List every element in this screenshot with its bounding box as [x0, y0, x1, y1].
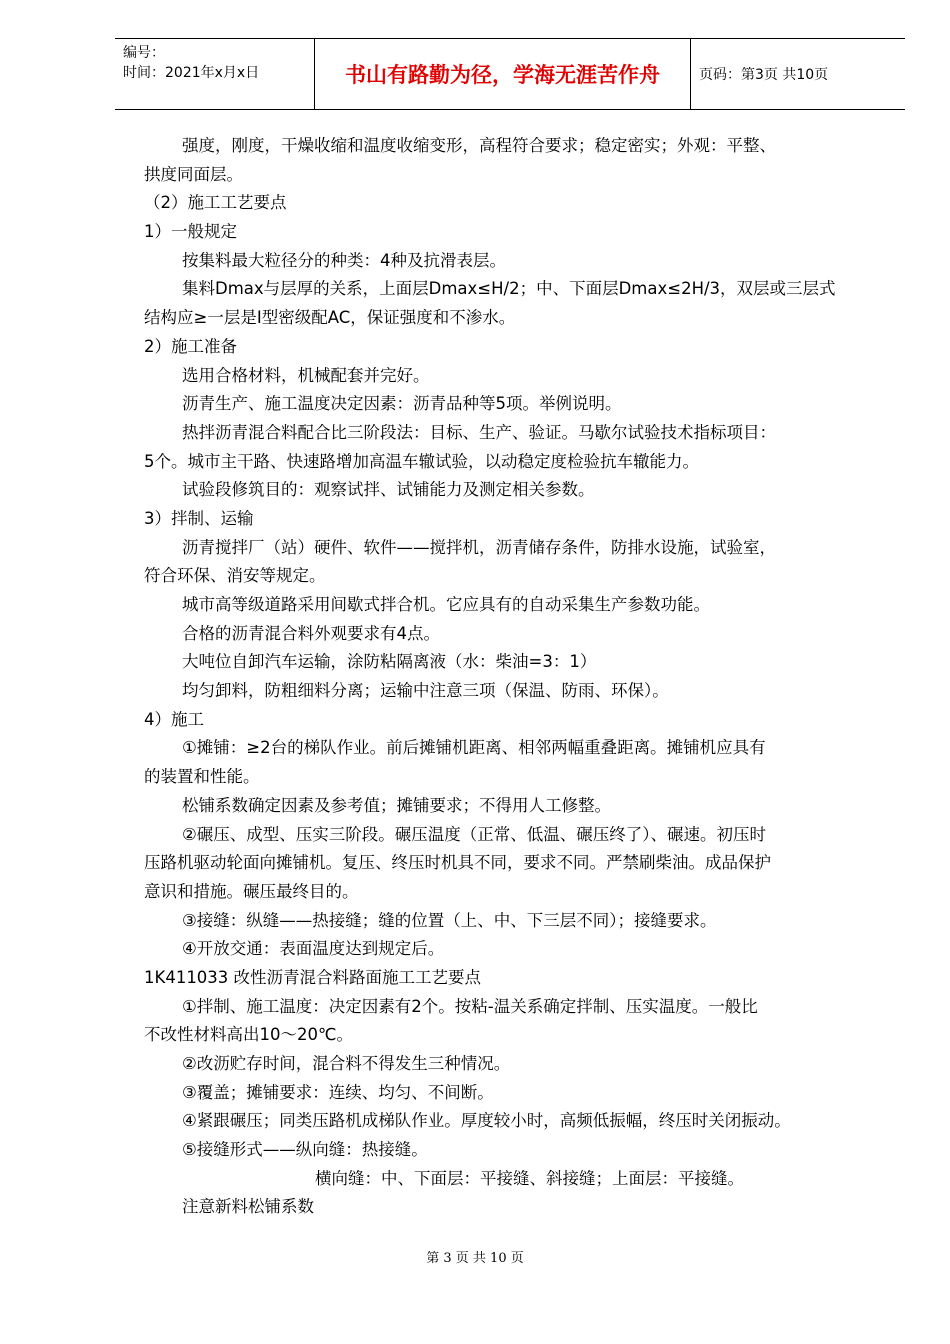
header-meta: [115, 39, 315, 109]
body-line: 5个。城市主干路、快速路增加高温车辙试验，以动稳定度检验抗车辙能力。: [144, 451, 699, 471]
body-line: 符合环保、消安等规定。: [144, 566, 326, 586]
body-line: 试验段修筑目的：观察试拌、试铺能力及测定相关参数。: [182, 480, 595, 500]
body-line: 结构应≥一层是I型密级配AC，保证强度和不渗水。: [144, 308, 516, 328]
document-number: 编号：: [123, 45, 165, 61]
body-line: 拱度同面层。: [144, 164, 243, 184]
body-line: ①摊铺：≥2台的梯队作业。前后摊铺机距离、相邻两幅重叠距离。摊铺机应具有: [182, 738, 766, 758]
body-line: ①拌制、施工温度：决定因素有2个。按粘-温关系确定拌制、压实温度。一般比: [182, 996, 758, 1016]
body-line: ②改沥贮存时间，混合料不得发生三种情况。: [182, 1054, 511, 1073]
body-line: 均匀卸料，防粗细料分离；运输中注意三项（保温、防雨、环保）。: [182, 681, 669, 701]
document-body: [144, 132, 892, 1222]
body-line: 沥青搅拌厂（站）硬件、软件——搅拌机，沥青储存条件，防排水设施，试验室，: [182, 537, 776, 557]
body-line: 横向缝：中、下面层：平接缝、斜接缝；上面层：平接缝。: [315, 1168, 744, 1188]
body-line: 强度，刚度，干燥收缩和温度收缩变形，高程符合要求；稳定密实；外观：平整、: [182, 136, 776, 155]
body-line: ②碾压、成型、压实三阶段。碾压温度（正常、低温、碾压终了）、碾速。初压时: [182, 824, 767, 844]
body-line: 松铺系数确定因素及参考值；摊铺要求；不得用人工修整。: [182, 795, 611, 815]
body-line: 城市高等级道路采用间歇式拌合机。它应具有的自动采集生产参数功能。: [182, 595, 710, 614]
body-line: 选用合格材料，机械配套并完好。: [182, 365, 430, 385]
page-footer: 第 3 页 共 10 页: [426, 1251, 524, 1266]
document-time: 时间：2021年x月x日: [123, 65, 260, 81]
body-line: 注意新料松铺系数: [182, 1197, 314, 1217]
body-line: 热拌沥青混合料配合比三阶段法：目标、生产、验证。马歇尔试验技术指标项目：: [182, 422, 776, 442]
body-line: 集料Dmax与层厚的关系，上面层Dmax≤H/2；中、下面层Dmax≤2H/3，双层或三层式: [182, 279, 836, 299]
page-header: [115, 38, 905, 110]
body-line: ③接缝：纵缝——热接缝；缝的位置（上、中、下三层不同）；接缝要求。: [182, 910, 717, 930]
header-motto: 书山有路勤为径，学海无涯苦作舟: [315, 39, 691, 109]
section-heading: 1K411033 改性沥青混合料路面施工工艺要点: [144, 967, 482, 987]
body-line: 压路机驱动轮面向摊铺机。复压、终压时机具不同，要求不同。严禁刷柴油。成品保护: [144, 853, 771, 873]
section-heading: （2）施工工艺要点: [144, 193, 287, 213]
body-line: ④开放交通：表面温度达到规定后。: [182, 939, 445, 959]
body-line: 的装置和性能。: [144, 767, 260, 787]
body-line: ④紧跟碾压；同类压路机成梯队作业。厚度较小时，高频低振幅，终压时关闭振动。: [182, 1111, 791, 1131]
body-line: ⑤接缝形式——纵向缝：热接缝。: [182, 1140, 428, 1160]
body-line: 不改性材料高出10～20℃。: [144, 1025, 354, 1045]
body-line: 大吨位自卸汽车运输，涂防粘隔离液（水：柴油=3：1）: [182, 652, 597, 672]
body-line: 意识和措施。碾压最终目的。: [144, 881, 359, 901]
subsection-heading: 3）拌制、运输: [144, 508, 254, 528]
subsection-heading: 1）一般规定: [144, 222, 237, 242]
body-line: 合格的沥青混合料外观要求有4点。: [182, 623, 440, 643]
subsection-heading: 2）施工准备: [144, 336, 237, 356]
header-page-number: 页码：第3页 共10页: [699, 67, 829, 83]
body-line: ③覆盖；摊铺要求：连续、均匀、不间断。: [182, 1082, 494, 1102]
body-line: 按集料最大粒径分的种类：4种及抗滑表层。: [182, 250, 506, 270]
body-line: 沥青生产、施工温度决定因素：沥青品种等5项。举例说明。: [182, 394, 622, 414]
subsection-heading: 4）施工: [144, 709, 204, 729]
